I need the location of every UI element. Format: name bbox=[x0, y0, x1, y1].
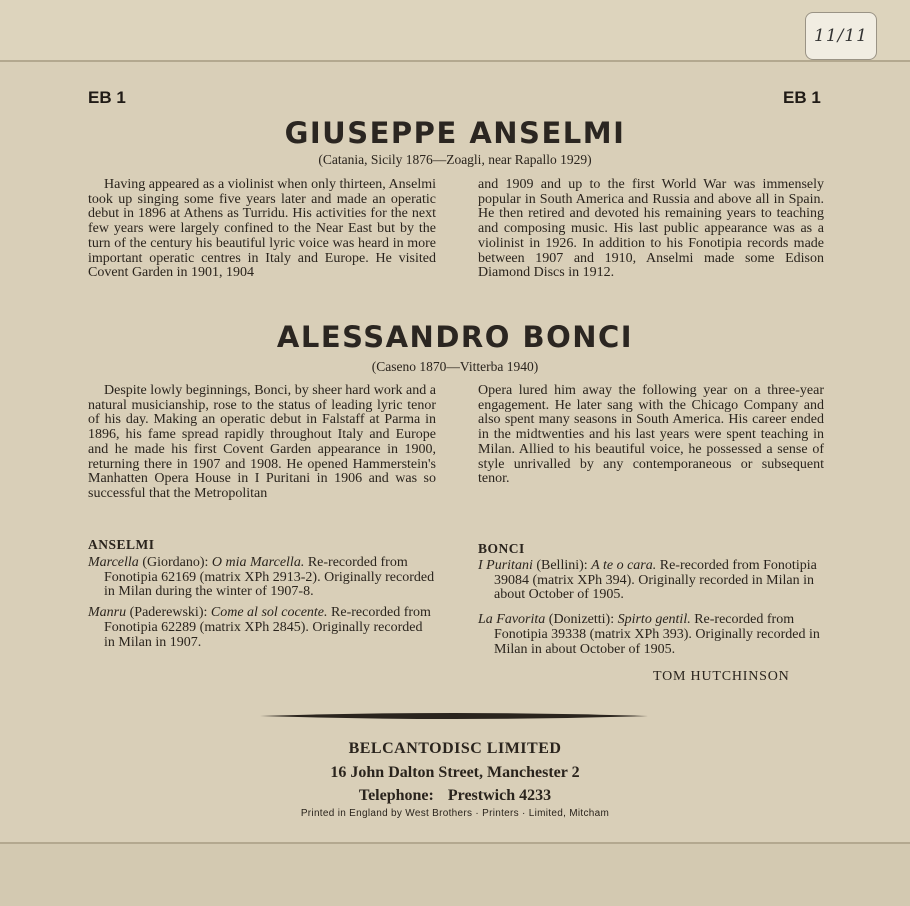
anselmi-recordings-list bbox=[88, 556, 436, 656]
phone-value: Prestwich 4233 bbox=[447, 787, 552, 804]
anselmi-bio-col2 bbox=[478, 178, 824, 281]
author-signature: TOM HUTCHINSON bbox=[653, 669, 790, 684]
printer-credit: Printed in England by West Brothers · Printers · Limited, Mitcham bbox=[300, 808, 610, 819]
recording-entry: Marcella (Giordano): O mia Marcella. Re-recorded from Fonotipia 62169 (matrix XPh 2913-2). Originally recorded in Milan during the winter of 1907-8. bbox=[88, 555, 435, 600]
catalog-number-left: EB 1 bbox=[88, 88, 126, 107]
bonci-bio-text-2: Opera lured him away the following year on a three-year engagement. He later sang with the Chicago Company and also spent many seasons in South America. His career ended in the midtwenties and his last years were spent teaching in Milan. Allied to his beautiful voice, he possessed a sense of style unrivalled by any contemporaneous or subsequent tenor. bbox=[478, 383, 824, 487]
ornamental-divider bbox=[260, 711, 648, 721]
bonci-dates: (Caseno 1870—Vitterba 1940) bbox=[371, 359, 539, 374]
phone-label: Telephone: bbox=[358, 787, 434, 804]
anselmi-bio-text-1: Having appeared as a violinist when only thirteen, Anselmi took up singing some five years later and made an operatic debut in 1896 at Athens as Turridu. His activities for the next few years were largely confined to the Near East but by the turn of the century his beautiful lyric voice was heard in more important operatic centres in Italy and Europe. He visited Covent Garden in 1901, 1904 bbox=[88, 177, 436, 281]
catalog-number-right: EB 1 bbox=[783, 88, 821, 107]
anselmi-bio-text-2: and 1909 and up to the first World War was immensely popular in South America and Russia and above all in Spain. He then retired and devoted his remaining years to teaching and composing music. His last public appearance was as a violinist in 1926. In addition to his Fonotipia records made between 1907 and 1910, Anselmi made some Edison Diamond Discs in 1912. bbox=[478, 177, 824, 281]
anselmi-dates: (Catania, Sicily 1876—Zoagli, near Rapallo 1929) bbox=[318, 152, 592, 167]
bonci-recordings-heading: BONCI bbox=[478, 541, 525, 556]
price-tag-sticker: 11/11 bbox=[805, 12, 877, 60]
bonci-bio-col2 bbox=[478, 384, 824, 487]
company-telephone bbox=[0, 787, 910, 805]
bottom-flap bbox=[0, 842, 910, 906]
anselmi-recordings-heading: ANSELMI bbox=[88, 537, 155, 552]
recording-entry: La Favorita (Donizetti): Spirto gentil. Re-recorded from Fonotipia 39338 (matrix XPh 393). Originally recorded in Milan in about October of 1905. bbox=[478, 612, 820, 657]
bonci-bio-text-1: Despite lowly beginnings, Bonci, by sheer hard work and a natural musicianship, rose to the status of leading lyric tenor of his day. Making an operatic debut in Falstaff at Parma in 1896, his fame spread rapidly throughout Italy and Europe and he made his first Covent Garden appearance in 1900, returning there in 1907 and 1908. He opened Hammerstein's Manhatten Opera House in I Puritani in 1906 and was so successful that the Metropolitan bbox=[88, 383, 436, 501]
bonci-heading: ALESSANDRO BONCI bbox=[276, 320, 634, 354]
anselmi-bio-col1 bbox=[88, 178, 436, 281]
recording-entry: Manru (Paderewski): Come al sol cocente. Re-recorded from Fonotipia 62289 (matrix XPh 2845). Originally recorded in Milan in 1907. bbox=[88, 605, 431, 650]
bonci-bio-col1 bbox=[88, 384, 436, 502]
bonci-recordings-list bbox=[478, 559, 824, 663]
company-address: 16 John Dalton Street, Manchester 2 bbox=[330, 764, 580, 781]
recording-entry: I Puritani (Bellini): A te o cara. Re-recorded from Fonotipia 39084 (matrix XPh 394). Originally recorded in Milan in about October of 1905. bbox=[478, 558, 817, 603]
anselmi-heading: GIUSEPPE ANSELMI bbox=[284, 116, 626, 150]
company-name: BELCANTODISC LIMITED bbox=[348, 740, 562, 757]
top-flap bbox=[0, 0, 910, 62]
